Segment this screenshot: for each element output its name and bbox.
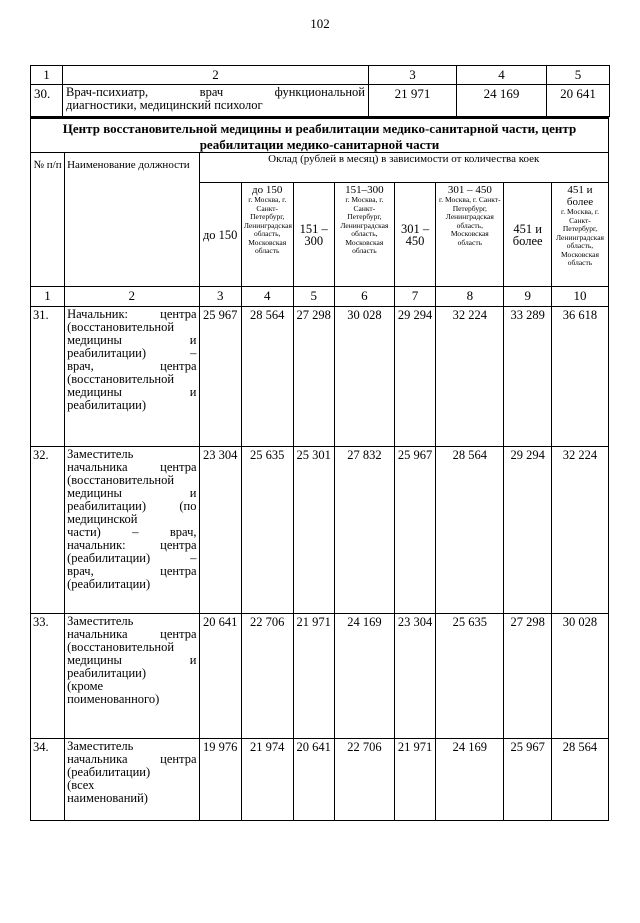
- salary-cell: 28 564: [436, 447, 504, 614]
- salary-cell: 22 706: [241, 614, 293, 739]
- salary-cell: 30 028: [334, 307, 394, 447]
- position-line: врач, центра: [67, 564, 197, 578]
- subheader-cell: 301 – 450: [394, 183, 435, 287]
- salary-cell: 24 169: [457, 85, 547, 117]
- position-line: (всех: [67, 778, 95, 792]
- subheader-main: 451 и более: [566, 184, 594, 208]
- table-row: [31, 739, 609, 821]
- position-line: части) – врач,: [67, 525, 197, 539]
- salary-cell: 25 967: [199, 307, 241, 447]
- page-number: 102: [310, 16, 330, 31]
- salary-cell: 28 564: [241, 307, 293, 447]
- salary-cell: 20 641: [293, 739, 334, 821]
- table-row: [31, 307, 609, 447]
- index-cell: 10: [551, 287, 608, 307]
- subheader-cell: 151 – 300: [293, 183, 334, 287]
- salary-cell: 32 224: [551, 447, 608, 614]
- salary-cell: 21 974: [241, 739, 293, 821]
- salary-cell: 20 641: [547, 85, 610, 117]
- top-table-header: [31, 66, 610, 85]
- subheader-cell: 451 и более: [504, 183, 552, 287]
- position-line: (кроме: [67, 679, 104, 693]
- position-line: Заместитель: [67, 447, 134, 461]
- col-number-header: № п/п: [31, 153, 65, 287]
- subheader-cell: до 150: [199, 183, 241, 287]
- position-name: [65, 739, 199, 821]
- position-line: начальника центра: [67, 460, 197, 474]
- row-number: 33.: [31, 614, 65, 739]
- table-row: [31, 447, 609, 614]
- salary-cell: 23 304: [199, 447, 241, 614]
- position-line: (восстановительной: [67, 473, 175, 487]
- row-number: 34.: [31, 739, 65, 821]
- subheader-cell: [436, 183, 504, 287]
- subheader-cell: [241, 183, 293, 287]
- position-name: [65, 614, 199, 739]
- position-line: медицины и: [67, 385, 197, 399]
- salary-cell: 32 224: [436, 307, 504, 447]
- subheader-main: 301 – 450: [447, 184, 492, 196]
- subheader-note: г. Москва, г. Санкт-Петербург, Ленинградская область, Московская область: [340, 195, 389, 255]
- salary-cell: 27 298: [293, 307, 334, 447]
- table-row: [31, 85, 610, 117]
- position-line: реабилитации) (по: [67, 499, 197, 513]
- salary-table: [30, 152, 609, 821]
- subheader-main: до 150: [252, 184, 283, 196]
- position-line: начальник: центра: [67, 538, 197, 552]
- salary-cell: 25 635: [436, 614, 504, 739]
- index-cell: 2: [65, 287, 199, 307]
- position-line: (реабилитации): [67, 765, 151, 779]
- index-cell: 5: [293, 287, 334, 307]
- index-cell: 4: [241, 287, 293, 307]
- col-name-header: Наименование должности: [65, 153, 199, 287]
- position-line: (восстановительной: [67, 372, 175, 386]
- salary-cell: 20 641: [199, 614, 241, 739]
- salary-cell: 27 832: [334, 447, 394, 614]
- position-line: наименований): [67, 791, 148, 805]
- index-cell: 1: [31, 287, 65, 307]
- top-table: [30, 65, 610, 117]
- salary-cell: 33 289: [504, 307, 552, 447]
- position-line: (восстановительной: [67, 320, 175, 334]
- salary-cell: 22 706: [334, 739, 394, 821]
- salary-cell: 19 976: [199, 739, 241, 821]
- position-name: [63, 85, 369, 117]
- salary-cell: 28 564: [551, 739, 608, 821]
- header-cell: 2: [63, 66, 369, 85]
- row-number: 31.: [31, 307, 65, 447]
- position-line: начальника центра: [67, 627, 197, 641]
- col-group-header: Оклад (рублей в месяц) в зависимости от количества коек: [199, 153, 609, 183]
- position-line: (восстановительной: [67, 640, 175, 654]
- index-cell: 7: [394, 287, 435, 307]
- subheader-cell: [551, 183, 608, 287]
- index-cell: 9: [504, 287, 552, 307]
- header-row: [31, 153, 609, 183]
- row-number: 30.: [31, 85, 63, 117]
- salary-cell: 29 294: [504, 447, 552, 614]
- salary-cell: 25 635: [241, 447, 293, 614]
- salary-cell: 21 971: [293, 614, 334, 739]
- salary-cell: 24 169: [334, 614, 394, 739]
- position-name: [65, 447, 199, 614]
- position-line: Заместитель: [67, 739, 134, 753]
- header-cell: 3: [369, 66, 457, 85]
- salary-cell: 23 304: [394, 614, 435, 739]
- column-index-row: [31, 287, 609, 307]
- position-line: (реабилитации) –: [67, 551, 197, 565]
- position-line: врач, центра: [67, 359, 197, 373]
- position-line: медицины и: [67, 653, 197, 667]
- header-cell: 4: [457, 66, 547, 85]
- position-line: начальника центра: [67, 752, 197, 766]
- salary-cell: 29 294: [394, 307, 435, 447]
- table-row: [31, 614, 609, 739]
- index-cell: 8: [436, 287, 504, 307]
- position-line: поименованного): [67, 692, 160, 706]
- salary-cell: 25 301: [293, 447, 334, 614]
- position-line: медицины и: [67, 333, 197, 347]
- position-line: Начальник: центра: [67, 307, 197, 321]
- index-cell: 6: [334, 287, 394, 307]
- salary-cell: 25 967: [504, 739, 552, 821]
- position-line: диагностики, медицинский психолог: [66, 98, 263, 112]
- salary-cell: 21 971: [369, 85, 457, 117]
- subheader-cell: [334, 183, 394, 287]
- position-line: реабилитации) –: [67, 346, 197, 360]
- subheader-main: 151–300: [345, 184, 384, 196]
- position-line: медицины и: [67, 486, 197, 500]
- position-line: Заместитель: [67, 614, 134, 628]
- position-line: Врач-психиатр, врач функциональной: [66, 85, 365, 99]
- salary-cell: 27 298: [504, 614, 552, 739]
- subheader-note: г. Москва, г. Санкт-Петербург, Ленинградская область, Московская область: [439, 195, 501, 247]
- salary-cell: 21 971: [394, 739, 435, 821]
- index-cell: 3: [199, 287, 241, 307]
- position-line: медицинской: [67, 512, 138, 526]
- position-name: [65, 307, 199, 447]
- section-title: Центр восстановительной медицины и реабилитации медико-санитарной части, центр реабилитации медико-санитарной части: [30, 117, 609, 153]
- subheader-note: г. Москва, г. Санкт-Петербург, Ленинградская область, Московская область: [555, 207, 604, 267]
- salary-cell: 24 169: [436, 739, 504, 821]
- salary-cell: 36 618: [551, 307, 608, 447]
- position-line: реабилитации): [67, 398, 146, 412]
- header-cell: 1: [31, 66, 63, 85]
- row-number: 32.: [31, 447, 65, 614]
- position-line: реабилитации): [67, 666, 146, 680]
- subheader-note: г. Москва, г. Санкт-Петербург, Ленинградская область, Московская область: [243, 195, 292, 255]
- header-cell: 5: [547, 66, 610, 85]
- position-line: (реабилитации): [67, 577, 151, 591]
- salary-cell: 25 967: [394, 447, 435, 614]
- salary-cell: 30 028: [551, 614, 608, 739]
